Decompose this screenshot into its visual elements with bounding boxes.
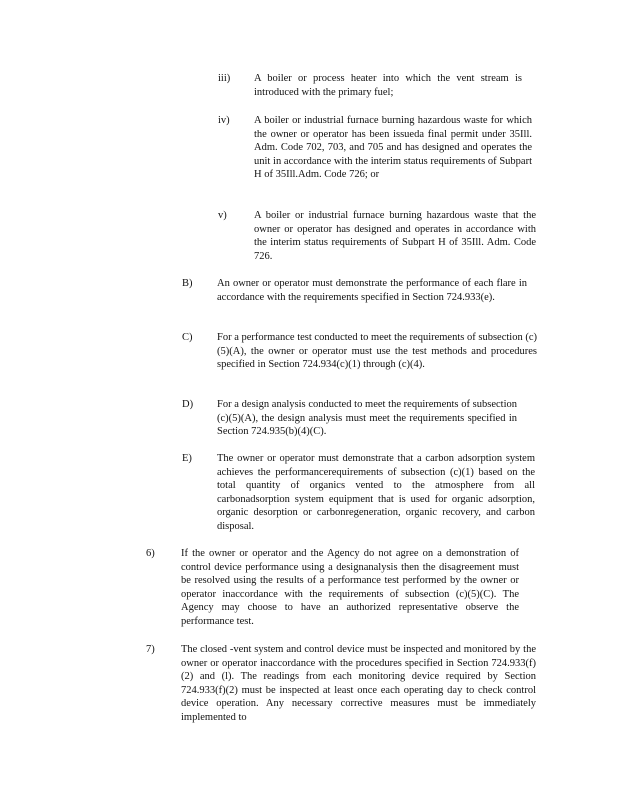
item-text: The closed -vent system and control device must be inspected and monitored by the owner or operator inaccordance with the procedures specified in Section 724.933(f)(2) and (l). The readings from each monitoring device required by Section 724.933(f)(2) must be inspected at least once each operating day to check control device operation. Any necessary corrective measures must be immediately implemented to: [181, 644, 536, 723]
item-text: The owner or operator must demonstrate that a carbon adsorption system achieves the performancerequirements of subsection (c)(1) based on the total quantity of organics vented to the atmosphere from all carbonadsorption system equipment that is used for organic adsorption, organic desorption or carbonregeneration, organic recovery, and carbon disposal.: [217, 453, 535, 532]
item-text: If the owner or operator and the Agency do not agree on a demonstration of control device performance using a designanalysis then the disagreement must be resolved using the results of a performance test performed by the owner or operator inaccordance with the requirements of subsection (c)(5)(C). The Agency may choose to have an authorized representative observe the performance test.: [181, 548, 519, 627]
item-label: iii): [218, 73, 231, 84]
item-label: B): [182, 278, 193, 289]
item-text: An owner or operator must demonstrate the performance of each flare in accordance with the requirements specified in Section 724.933(e).: [217, 278, 527, 303]
item-label: iv): [218, 115, 230, 126]
item-label: v): [218, 210, 227, 221]
item-label: D): [182, 399, 194, 410]
item-label: C): [182, 332, 193, 343]
item-label: 7): [146, 644, 155, 655]
item-text: For a performance test conducted to meet the requirements of subsection (c)(5)(A), the owner or operator must use the test methods and procedures specified in Section 724.934(c)(1) through (c)(4).: [217, 332, 537, 370]
item-label: 6): [146, 548, 155, 559]
item-text: For a design analysis conducted to meet the requirements of subsection (c)(5)(A), the design analysis must meet the requirements specified in Section 724.935(b)(4)(C).: [217, 399, 517, 437]
item-text: A boiler or industrial furnace burning hazardous waste for which the owner or operator has been issueda final permit under 35Ill. Adm. Code 702, 703, and 705 and has designed and operates the unit in accordance with the interim status requirements of Subpart H of 35Ill.Adm. Code 726; or: [254, 115, 532, 180]
item-label: E): [182, 453, 192, 464]
item-text: A boiler or process heater into which the vent stream is introduced with the primary fuel;: [254, 73, 522, 98]
item-text: A boiler or industrial furnace burning hazardous waste that the owner or operator has designed and operates in accordance with the interim status requirements of Subpart H of 35Ill. Adm. Code 726.: [254, 210, 536, 262]
